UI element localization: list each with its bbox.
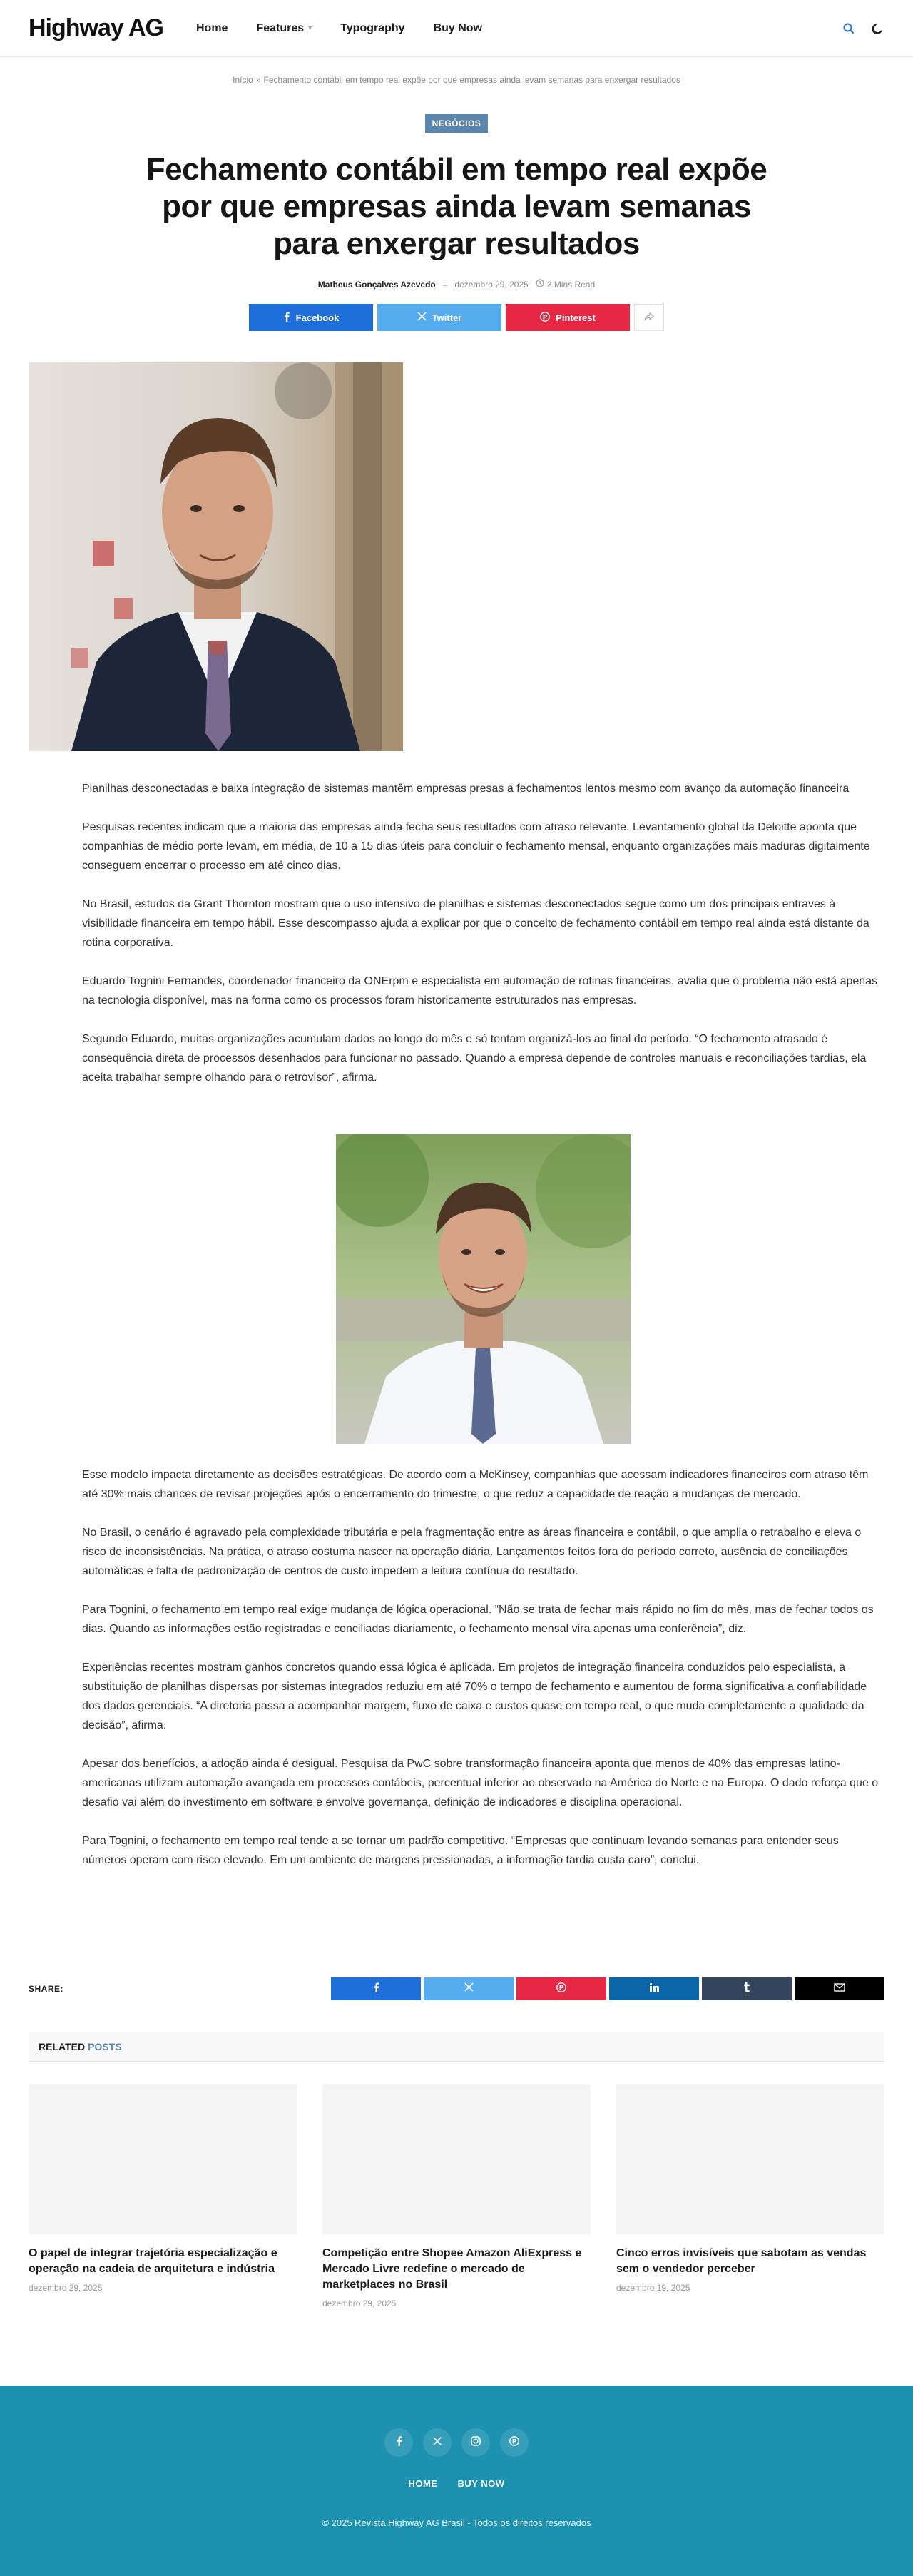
- svg-text:P: P: [558, 1985, 564, 1992]
- tumblr-icon: [743, 1982, 750, 1996]
- paragraph: Experiências recentes mostram ganhos concretos quando essa lógica é aplicada. Em projetos de integração financeira conduzidos pelo especialista, a substituição de planilhas dispersas por sistemas integrados reduziu em até 70% o tempo de fechamento e aumentou de forma significativa a confiabilidade dos dados gerenciais. “A diretoria passa a acompanhar margem, fluxo de caixa e custos quase em tempo real, o que muda completamente a qualidade da decisão”, afirma.: [82, 1661, 867, 1731]
- article-inline-image: [336, 1134, 631, 1444]
- related-post-title[interactable]: O papel de integrar trajetória especialização e operação na cadeia de arquitetura e indústria: [29, 2247, 277, 2275]
- footer-facebook-link[interactable]: [384, 2428, 413, 2457]
- article-meta: [0, 279, 913, 290]
- related-post-title[interactable]: Cinco erros invisíveis que sabotam as vendas sem o vendedor perceber: [616, 2247, 867, 2275]
- nav-label: Home: [196, 21, 228, 34]
- paragraph: Para Tognini, o fechamento em tempo real tende a se tornar um padrão competitivo. “Empresas que continuam levando semanas para entender seus números operam com risco elevado. Em um ambiente de margens pressionadas, a informação tardia custa caro”, conclui.: [82, 1835, 839, 1866]
- share-bottom-twitter-button[interactable]: [424, 1977, 514, 2000]
- footer-social-links: [0, 2428, 913, 2457]
- pinterest-icon: [540, 312, 550, 324]
- facebook-icon: [373, 1982, 379, 1996]
- paragraph: Planilhas desconectadas e baixa integração de sistemas mantêm empresas presas a fechamentos lentos mesmo com avanço da automação financeira: [82, 783, 850, 795]
- clock-icon: [536, 279, 544, 290]
- article-body-part-2: [82, 1465, 884, 1889]
- svg-text:P: P: [542, 314, 548, 321]
- related-post-title[interactable]: Competição entre Shopee Amazon AliExpress e Mercado Livre redefine o mercado de marketplaces no Brasil: [322, 2247, 582, 2291]
- nav-item-typography[interactable]: [340, 22, 404, 35]
- meta-separator: –: [442, 279, 448, 290]
- share-bottom-tumblr-button[interactable]: [702, 1977, 792, 2000]
- breadcrumb-current: Fechamento contábil em tempo real expõe por que empresas ainda levam semanas para enxergar resultados: [263, 75, 680, 85]
- related-post-date: dezembro 19, 2025: [616, 2283, 690, 2293]
- x-twitter-icon: [433, 2436, 442, 2449]
- share-bottom-buttons: [331, 1977, 884, 2000]
- facebook-icon: [283, 312, 290, 324]
- related-post-thumbnail[interactable]: [616, 2084, 884, 2234]
- related-post-thumbnail[interactable]: [29, 2084, 297, 2234]
- share-more-button[interactable]: [634, 304, 664, 331]
- related-posts-heading: [29, 2032, 884, 2062]
- article-featured-image: [29, 362, 403, 751]
- site-logo[interactable]: Highway AG: [29, 14, 163, 41]
- share-bottom: [29, 1977, 884, 2000]
- nav-label: Features: [256, 21, 305, 34]
- share-twitter-label: Twitter: [432, 312, 462, 323]
- share-label: SHARE:: [29, 1984, 64, 1994]
- nav-item-home[interactable]: [196, 22, 228, 35]
- paragraph: Para Tognini, o fechamento em tempo real exige mudança de lógica operacional. “Não se trata de fechar mais rápido no fim do mês, mas de fechar todos os dias. Quando as informações estão registradas e conciliadas diariamente, o fechamento mensal vira apenas uma conferência”, diz.: [82, 1604, 874, 1635]
- share-bottom-facebook-button[interactable]: [331, 1977, 421, 2000]
- paragraph: No Brasil, estudos da Grant Thornton mostram que o uso intensivo de planilhas e sistemas desconectados segue como um dos principais entraves à visibilidade financeira em tempo hábil. Esse descompasso ajuda a explicar por que o conceito de fechamento contábil em tempo real ainda está distante da rotina corporativa.: [82, 898, 869, 949]
- footer-copyright: © 2025 Revista Highway AG Brasil - Todos os direitos reservados: [322, 2518, 591, 2528]
- nav-label: Typography: [340, 21, 405, 34]
- share-top: [0, 304, 913, 331]
- category-badge[interactable]: NEGÓCIOS: [425, 114, 489, 133]
- share-bottom-linkedin-button[interactable]: [609, 1977, 699, 2000]
- related-grid: [29, 2084, 884, 2308]
- related-post-card[interactable]: [322, 2084, 591, 2308]
- nav-label: Buy Now: [433, 21, 483, 34]
- footer-nav: [0, 2478, 913, 2489]
- publish-date: dezembro 29, 2025: [454, 279, 529, 290]
- chevron-down-icon: ▾: [308, 24, 312, 32]
- site-footer: [0, 2386, 913, 2576]
- pinterest-icon: [556, 1982, 566, 1996]
- main-nav: [196, 22, 482, 35]
- instagram-icon: [471, 2436, 481, 2450]
- breadcrumb-home[interactable]: Início: [233, 75, 253, 85]
- related-posts: [29, 2032, 884, 2308]
- paragraph: Eduardo Tognini Fernandes, coordenador financeiro da ONErpm e especialista em automação de rotinas financeiras, avalia que o problema não está apenas na tecnologia disponível, mas na forma como os processos foram historicamente estruturados nas empresas.: [82, 975, 878, 1007]
- paragraph: Segundo Eduardo, muitas organizações acumulam dados ao longo do mês e só tentam organizá-los ao final do período. “O fechamento atrasado é consequência direta de processos desenhados para funcionar no passado. Quando a empresa depende de controles manuais e reconciliações tardias, ela aceita trabalhar sempre olhando para o retrovisor”, afirma.: [82, 1033, 867, 1084]
- author-name[interactable]: Matheus Gonçalves Azevedo: [317, 279, 436, 290]
- related-post-card[interactable]: [616, 2084, 884, 2308]
- category-wrapper: [0, 114, 913, 133]
- related-post-date: dezembro 29, 2025: [29, 2283, 103, 2293]
- share-pinterest-label: Pinterest: [556, 312, 596, 323]
- linkedin-icon: [649, 1982, 659, 1996]
- facebook-icon: [396, 2436, 402, 2450]
- footer-link-buy-now[interactable]: BUY NOW: [457, 2478, 505, 2489]
- read-time: 3 Mins Read: [546, 279, 596, 290]
- dark-mode-moon-icon[interactable]: [870, 21, 884, 36]
- footer-link-home[interactable]: HOME: [408, 2478, 438, 2489]
- paragraph: Pesquisas recentes indicam que a maioria das empresas ainda fecha seus resultados com atraso relevante. Levantamento global da Deloitte aponta que companhias de médio porte levam, em média, de 10 a 15 dias úteis para concluir o fechamento mensal, enquanto organizações mais maduras digitalmente conseguem encerrar o processo em até cinco dias.: [82, 821, 870, 872]
- share-facebook-label: Facebook: [295, 312, 340, 323]
- breadcrumb: [0, 75, 913, 85]
- x-twitter-icon: [417, 312, 427, 323]
- article-title: Fechamento contábil em tempo real expõe por que empresas ainda levam semanas para enxergar resultados: [146, 152, 767, 261]
- breadcrumb-separator: »: [255, 75, 261, 85]
- related-post-date: dezembro 29, 2025: [322, 2298, 397, 2308]
- svg-text:P: P: [511, 2438, 517, 2445]
- search-icon[interactable]: [842, 21, 856, 36]
- related-post-thumbnail[interactable]: [322, 2084, 591, 2234]
- article-body-part-1: [82, 779, 884, 1106]
- footer-pinterest-link[interactable]: [500, 2428, 529, 2457]
- share-arrow-icon: [644, 312, 654, 323]
- footer-instagram-link[interactable]: [461, 2428, 490, 2457]
- paragraph: No Brasil, o cenário é agravado pela complexidade tributária e pela fragmentação entre as áreas financeira e contábil, o que amplia o retrabalho e eleva o risco de inconsistências. Na prática, o atraso costuma nascer na operação diária. Lançamentos feitos fora do período correto, ausência de conciliações automáticas e falta de padronização de centros de custo impedem a leitura contínua do resultado.: [82, 1527, 862, 1577]
- paragraph: Apesar dos benefícios, a adoção ainda é desigual. Pesquisa da PwC sobre transformação financeira aponta que menos de 40% das empresas latino-americanas utilizam automação avançada em processos contábeis, percentual inferior ao observado na América do Norte e na Europa. O dado reforça que o desafio vai além do investimento em software e envolve governança, definição de indicadores e disciplina operacional.: [82, 1758, 879, 1808]
- related-heading-accent: POSTS: [88, 2040, 122, 2052]
- email-icon: [834, 1982, 845, 1995]
- paragraph: Esse modelo impacta diretamente as decisões estratégicas. De acordo com a McKinsey, companhias que acessam indicadores financeiros com atraso têm até 30% mais chances de revisar projeções após o encerramento do trimestre, o que reduz a capacidade de reação a mudanças de mercado.: [82, 1469, 869, 1500]
- footer-x-link[interactable]: [423, 2428, 452, 2457]
- share-facebook-button[interactable]: [249, 304, 373, 331]
- header-tools: [842, 21, 884, 36]
- related-heading-label: RELATED: [39, 2040, 86, 2052]
- site-header: [0, 0, 913, 57]
- share-bottom-pinterest-button[interactable]: [516, 1977, 606, 2000]
- share-pinterest-button[interactable]: [506, 304, 630, 331]
- pinterest-icon: [509, 2436, 519, 2450]
- x-twitter-icon: [464, 1982, 474, 1995]
- related-post-card[interactable]: [29, 2084, 297, 2308]
- share-bottom-email-button[interactable]: [795, 1977, 884, 2000]
- share-twitter-button[interactable]: [377, 304, 501, 331]
- nav-item-buy-now[interactable]: [434, 22, 482, 35]
- nav-item-features[interactable]: [256, 22, 312, 35]
